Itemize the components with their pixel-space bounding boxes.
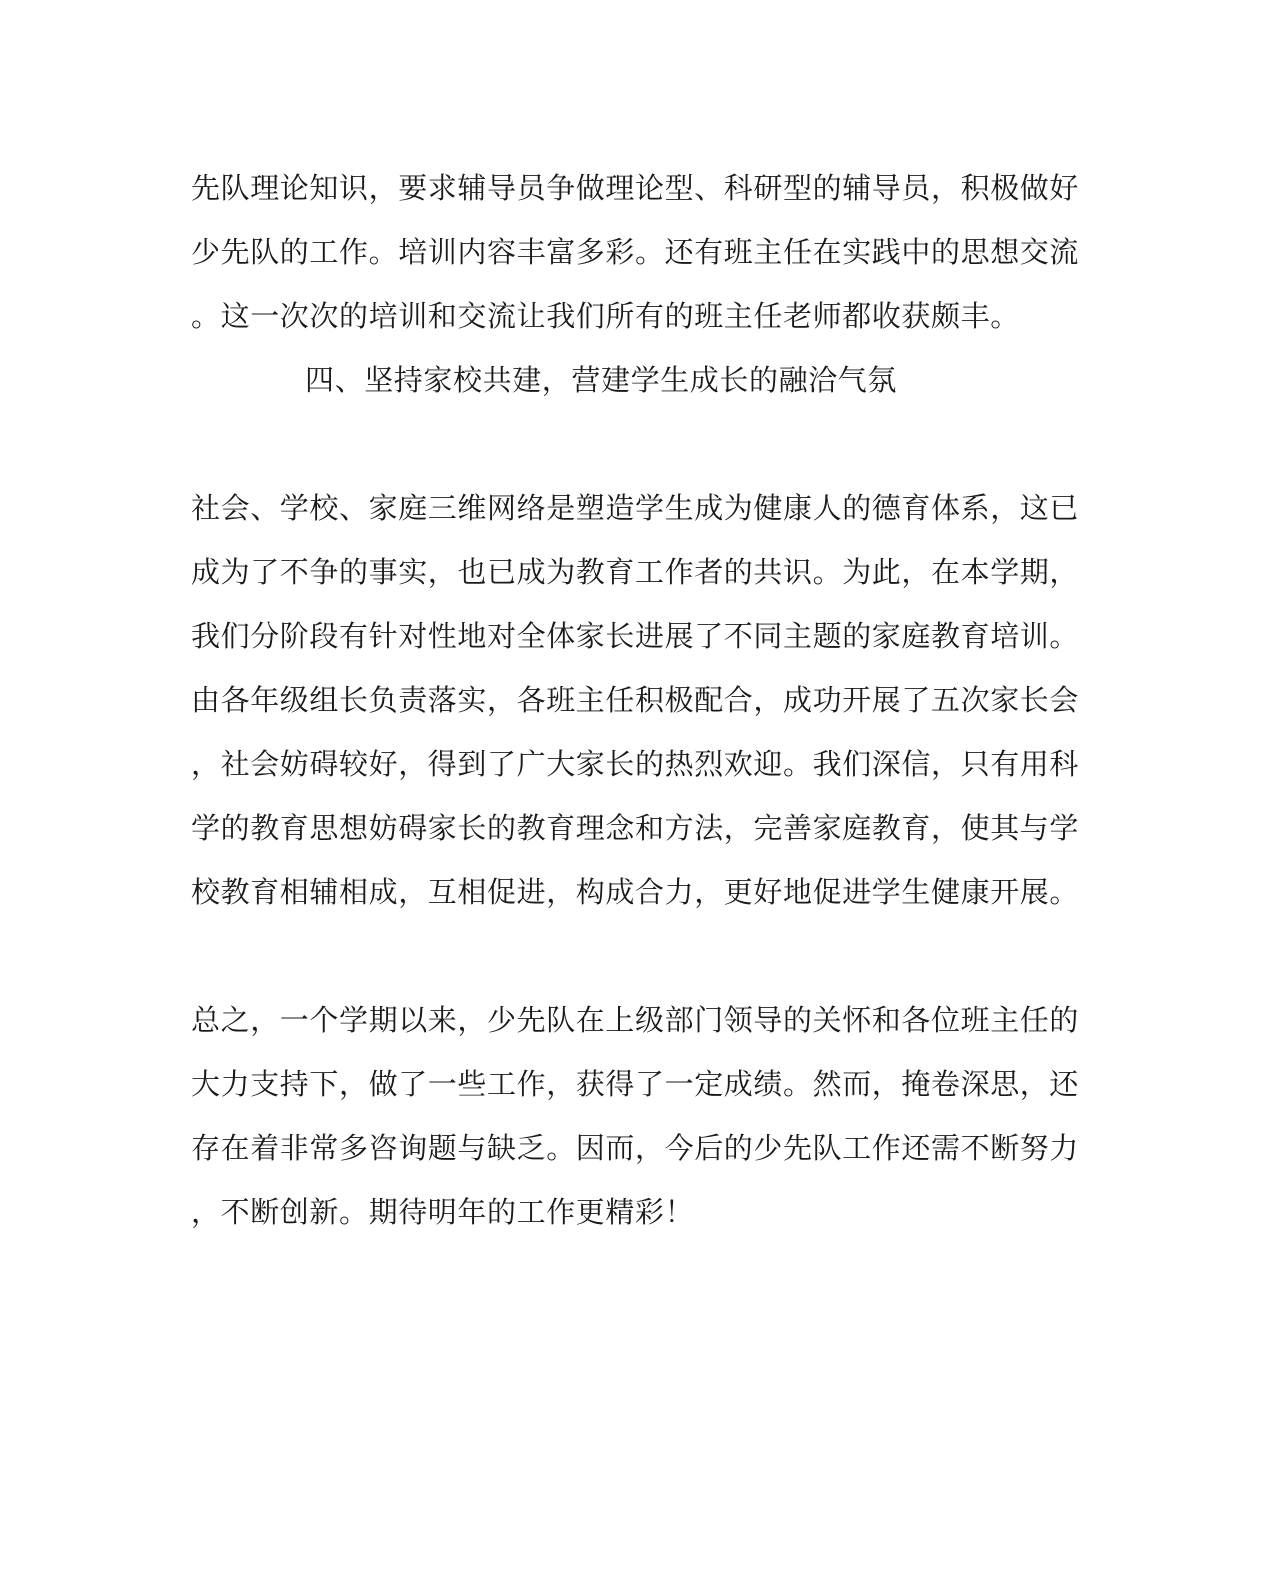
paragraph-training-summary <box>191 156 1080 348</box>
section-heading-text: 四、坚持家校共建，营建学生成长的融洽气氛 <box>305 363 898 397</box>
paragraph-line: 我们分阶段有针对性地对全体家长进展了不同主题的家庭教育培训。 <box>191 619 1080 653</box>
paragraph-line: 社会、学校、家庭三维网络是塑造学生成为健康人的德育体系，这已 <box>191 491 1080 525</box>
paragraph-line: 先队理论知识，要求辅导员争做理论型、科研型的辅导员，积极做好 <box>191 171 1080 205</box>
paragraph-line: 大力支持下，做了一些工作，获得了一定成绩。然而，掩卷深思，还 <box>191 1067 1080 1101</box>
paragraph-line: 校教育相辅相成，互相促进，构成合力，更好地促进学生健康开展。 <box>191 875 1080 909</box>
paragraph-line: 。这一次次的培训和交流让我们所有的班主任老师都收获颇丰。 <box>191 299 1020 333</box>
paragraph-line: ，不断创新。期待明年的工作更精彩！ <box>191 1195 695 1229</box>
paragraph-line: 存在着非常多咨询题与缺乏。因而，今后的少先队工作还需不断努力 <box>191 1131 1080 1165</box>
paragraph-line: 学的教育思想妨碍家长的教育理念和方法，完善家庭教育，使其与学 <box>191 811 1080 845</box>
paragraph-line: 少先队的工作。培训内容丰富多彩。还有班主任在实践中的思想交流 <box>191 235 1080 269</box>
paragraph-line: ，社会妨碍较好，得到了广大家长的热烈欢迎。我们深信，只有用科 <box>191 747 1080 781</box>
paragraph-line: 总之，一个学期以来，少先队在上级部门领导的关怀和各位班主任的 <box>191 1003 1080 1037</box>
section-heading <box>305 348 1175 412</box>
paragraph-line: 成为了不争的事实，也已成为教育工作者的共识。为此，在本学期， <box>191 555 1080 589</box>
paragraph-line: 由各年级组长负责落实，各班主任积极配合，成功开展了五次家长会 <box>191 683 1080 717</box>
paragraph-home-school <box>191 476 1080 924</box>
paragraph-conclusion <box>191 988 1080 1244</box>
